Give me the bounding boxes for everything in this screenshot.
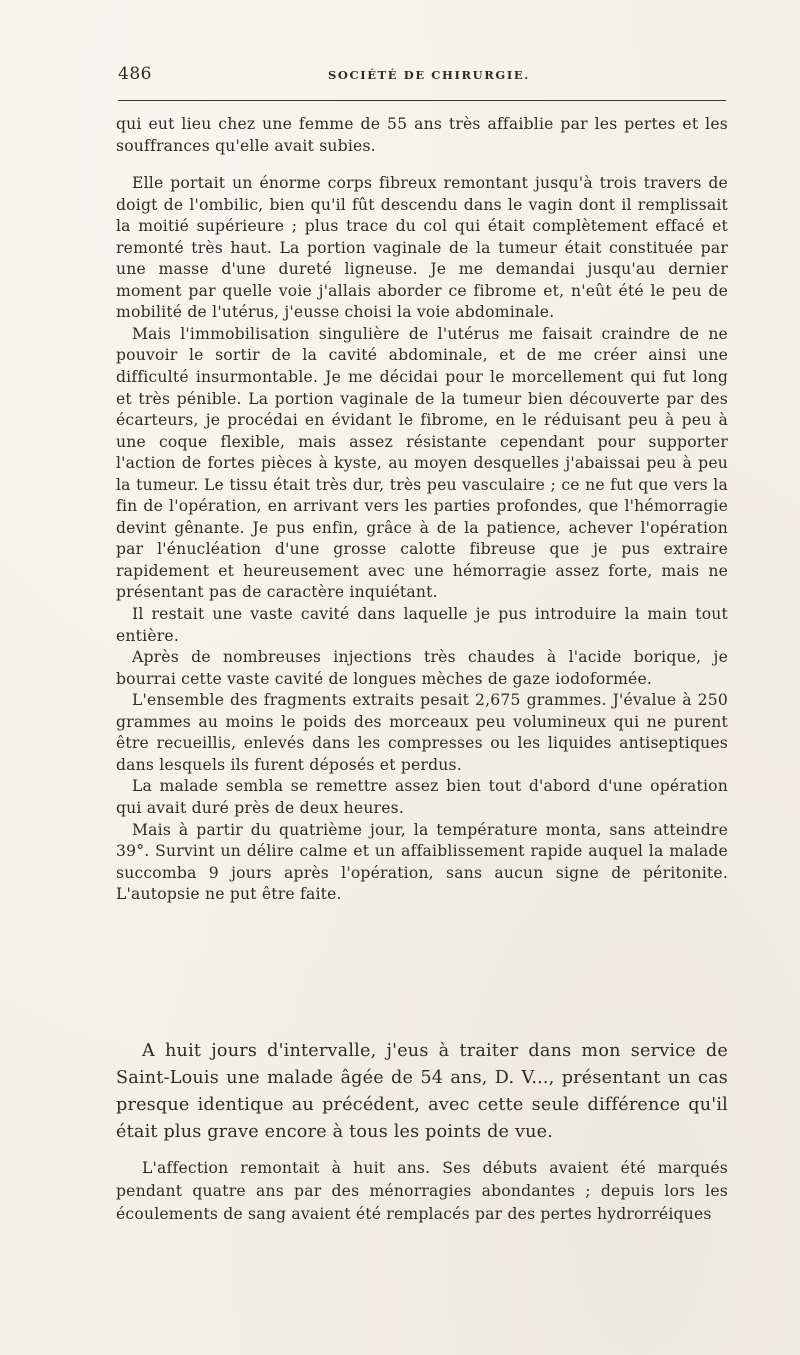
paragraph: Elle portait un énorme corps fibreux remontant jusqu'à trois travers de doigt de l'ombilic, bien qu'il fût descendu dans le vagin dont il remplissait la moitié supérieure ; plus trace du col qui était complètement effacé et remonté très haut. La portion vaginale de la tumeur était constituée par une masse d'une dureté ligneuse. Je me demandai jusqu'au dernier moment par quelle voie j'allais aborder ce fibrome et, n'eût été le peu de mobilité de l'utérus, j'eusse choisi la voie abdominale. xyxy=(116,174,728,322)
paragraph: Il restait une vaste cavité dans laquelle je pus introduire la main tout entière. xyxy=(116,605,728,645)
paragraph: Après de nombreuses injections très chaudes à l'acide borique, je bourrai cette vaste cavité de longues mèches de gaze iodoformée. xyxy=(116,648,728,688)
running-head: SOCIÉTÉ DE CHIRURGIE. xyxy=(328,68,530,82)
paragraph: Mais à partir du quatrième jour, la température monta, sans atteindre 39°. Survint un délire calme et un affaiblissement rapide auquel la malade succomba 9 jours après l'opération, sans aucun signe de péritonite. L'autopsie ne put être faite. xyxy=(116,820,728,904)
paragraph-final: L'affection remontait à huit ans. Ses débuts avaient été marqués pendant quatre ans par des ménorragies abondantes ; depuis lors les écoulements de sang avaient été remplacés par des pertes hydrorréiques xyxy=(116,1159,728,1223)
bottom-text-section xyxy=(116,1157,728,1226)
page-header xyxy=(118,64,726,88)
page-number: 486 xyxy=(118,64,152,84)
paragraph-continuation: qui eut lieu chez une femme de 55 ans très affaiblie par les pertes et les souffrances qu'elle avait subies. xyxy=(116,115,728,155)
paragraph-large: A huit jours d'intervalle, j'eus à traiter dans mon service de Saint-Louis une malade âgée de 54 ans, D. V..., présentant un cas presque identique au précédent, avec cette seule différence qu'il était plus grave encore à tous les points de vue. xyxy=(116,1041,728,1142)
header-rule xyxy=(118,100,726,101)
paragraph: Mais l'immobilisation singulière de l'utérus me faisait craindre de ne pouvoir le sortir de la cavité abdominale, et de me créer ainsi une difficulté insurmontable. Je me décidai pour le morcellement qui fut long et très pénible. La portion vaginale de la tumeur bien découverte par des écarteurs, je procédai en évidant le fibrome, en le réduisant peu à peu à une coque flexible, mais assez résistante cependant pour supporter l'action de fortes pièces à kyste, au moyen desquelles j'abaissai peu à peu la tumeur. Le tissu était très dur, très peu vasculaire ; ce ne fut que vers la fin de l'opération, en arrivant vers les parties profondes, que l'hémorragie devint gênante. Je pus enfin, grâce à de la patience, achever l'opération par l'énucléation d'une grosse calotte fibreuse que je pus extraire rapidement et heureusement avec une hémorragie assez forte, mais ne présentant pas de caractère inquiétant. xyxy=(116,324,728,602)
paragraph: L'ensemble des fragments extraits pesait 2,675 grammes. J'évalue à 250 grammes au moins le poids des morceaux peu volumineux qui ne purent être recueillis, enlevés dans les compresses ou les liquides antiseptiques dans lesquels ils furent déposés et perdus. xyxy=(116,691,728,774)
body-text xyxy=(116,114,728,906)
paragraph: La malade sembla se remettre assez bien tout d'abord d'une opération qui avait duré près de deux heures. xyxy=(116,777,728,817)
large-text-section xyxy=(116,1038,728,1146)
